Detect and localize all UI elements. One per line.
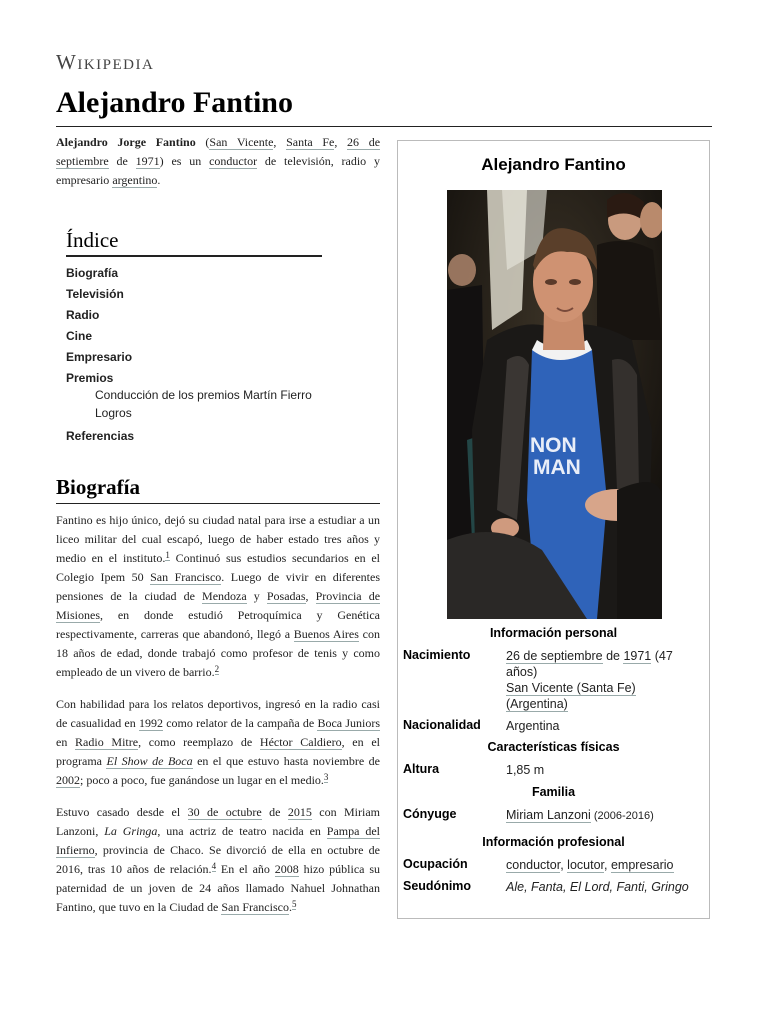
label-nacionalidad: Nacionalidad [403, 718, 481, 732]
toc-item-biografia[interactable]: Biografía [66, 266, 119, 280]
label-conyuge: Cónyuge [403, 807, 457, 821]
link-1992[interactable]: 1992 [138, 716, 163, 730]
label-ocupacion: Ocupación [403, 857, 468, 871]
section-heading-biografia: Biografía [56, 475, 380, 504]
value-nacimiento: 26 de septiembre de 1971 (47 años) San Vicente (Santa Fe) (Argentina) [506, 649, 673, 711]
title-divider [56, 126, 712, 127]
label-nacimiento: Nacimiento [403, 648, 471, 662]
section-familia: Familia [531, 785, 576, 799]
value-ocupacion: conductor, locutor, empresario [506, 858, 674, 872]
link-posadas[interactable]: Posadas [266, 589, 306, 603]
ref-5[interactable]: 5 [291, 899, 297, 909]
infobox-title: Alejandro Fantino [481, 155, 626, 174]
ref-3[interactable]: 3 [323, 772, 329, 782]
link-nac-place[interactable]: San Vicente (Santa Fe) [506, 681, 636, 695]
link-provincia-misiones[interactable]: Provincia de Misiones [56, 589, 381, 622]
link-ocupacion-conductor[interactable]: conductor [506, 858, 561, 872]
link-boca-juniors[interactable]: Boca Juniors [317, 716, 381, 730]
link-miriam-lanzoni[interactable]: Miriam Lanzoni [506, 808, 591, 822]
link-san-francisco-2[interactable]: San Francisco [221, 900, 289, 914]
toc-item-referencias[interactable]: Referencias [66, 429, 135, 443]
toc-item-empresario[interactable]: Empresario [66, 350, 133, 364]
lead-paragraph: Alejandro Jorge Fantino (San Vicente, Santa Fe, 26 de septiembre de 1971) es un conductor de televisión, radio y empresario argentino. [56, 135, 381, 187]
portrait-photo[interactable] [447, 190, 662, 619]
toc-item-radio[interactable]: Radio [66, 308, 100, 322]
link-ocupacion-locutor[interactable]: locutor [567, 858, 605, 872]
toc-subitem-martin-fierro[interactable]: Conducción de los premios Martín Fierro [95, 388, 312, 402]
page-title: Alejandro Fantino [56, 86, 293, 119]
infobox [397, 140, 710, 919]
link-santa-fe[interactable]: Santa Fe [286, 135, 335, 149]
link-mendoza[interactable]: Mendoza [202, 589, 247, 603]
link-2002[interactable]: 2002 [56, 773, 80, 787]
ref-1[interactable]: 1 [165, 550, 170, 560]
link-2008[interactable]: 2008 [274, 862, 299, 876]
section-personal: Información personal [489, 626, 618, 640]
shirt-text-line-2: MAN [533, 456, 581, 479]
value-seudonimo: Ale, Fanta, El Lord, Fanti, Gringo [506, 880, 689, 894]
paragraph-1: Fantino es hijo único, dejó su ciudad natal para irse a estudiar a un liceo militar del cual escapó, luego de haber estado tres años y medio en el instituto.$^1$ Continuó sus estudios secundarios en el Colegio Ipem 50 San Francisco. Luego de vivir en diferentes pensiones de la ciudad de Mendoza y Posadas, Provincia de Misiones, en donde estudió Petroquímica y Genética respectivamente, carreras que abandonó, llegó a Buenos Aires con 18 años de edad, donde trabajó como profesor de tenis y como empleado de un vivero de barrio.$^2$ [56, 513, 381, 679]
toc-item-television[interactable]: Televisión [66, 287, 124, 301]
link-birth-year[interactable]: 1971 [135, 154, 160, 168]
label-seudonimo: Seudónimo [403, 879, 472, 893]
section-profesional: Información profesional [482, 835, 625, 849]
toc-heading: Índice [66, 228, 322, 257]
link-nac-date[interactable]: 26 de septiembre [506, 649, 603, 663]
table-of-contents [66, 228, 322, 449]
shirt-text-line-1: NON [530, 434, 577, 457]
link-san-francisco[interactable]: San Francisco [150, 570, 222, 584]
section-fisicas: Características físicas [487, 740, 620, 754]
value-nacionalidad: Argentina [506, 719, 560, 733]
link-30-de-octubre[interactable]: 30 de octubre [187, 805, 262, 819]
link-nac-country[interactable]: (Argentina) [506, 697, 568, 711]
link-2015[interactable]: 2015 [287, 805, 312, 819]
row-nacimiento [403, 648, 703, 714]
wikipedia-wordmark[interactable]: Wikipedia [56, 50, 155, 74]
link-pampa-del-infierno[interactable]: Pampa del Infierno [56, 824, 380, 857]
value-conyuge: Miriam Lanzoni (2006-2016) [506, 808, 654, 822]
biografia-body [56, 511, 380, 930]
ref-4[interactable]: 4 [211, 861, 217, 871]
value-altura: 1,85 m [506, 763, 545, 777]
link-san-vicente[interactable]: San Vicente [209, 135, 274, 149]
paragraph-3: Estuvo casado desde el 30 de octubre de 2015 con Miriam Lanzoni, La Gringa, una actriz de teatro nacida en Pampa del Infierno, provincia de Chaco. Se divorció de ella en octubre de 2016, tras 10 años de relación.$^4$ En el año 2008 hizo pública su paternidad de un joven de 24 años llamado Nahuel Johnathan Fantino, que tuvo en la Ciudad de San Francisco.$^5$ [56, 805, 381, 914]
toc-subitem-logros[interactable]: Logros [95, 406, 132, 420]
link-birth-date[interactable]: 26 de septiembre [56, 135, 381, 168]
toc-item-premios[interactable]: Premios [66, 371, 114, 385]
link-ocupacion-empresario[interactable]: empresario [610, 858, 674, 872]
link-argentino[interactable]: argentino [112, 173, 158, 187]
subject-name: Alejandro Jorge Fantino [56, 135, 196, 149]
link-hector-caldiero[interactable]: Héctor Caldiero [259, 735, 342, 749]
ref-2[interactable]: 2 [214, 664, 220, 674]
label-altura: Altura [403, 762, 440, 776]
link-radio-mitre[interactable]: Radio Mitre [75, 735, 139, 749]
link-conductor[interactable]: conductor [209, 154, 258, 168]
toc-item-cine[interactable]: Cine [66, 329, 93, 343]
link-buenos-aires[interactable]: Buenos Aires [293, 627, 359, 641]
link-el-show-de-boca[interactable]: El Show de Boca [106, 754, 193, 768]
paragraph-2: Con habilidad para los relatos deportivos, ingresó en la radio casi de casualidad en 1992 como relator de la campaña de Boca Juniors en Radio Mitre, como reemplazo de Héctor Caldiero, en el programa El Show de Boca en el que estuvo hasta noviembre de 2002; poco a poco, fue ganándose un lugar en el medio.$^3$ [56, 697, 381, 787]
link-nac-year[interactable]: 1971 [623, 649, 652, 663]
